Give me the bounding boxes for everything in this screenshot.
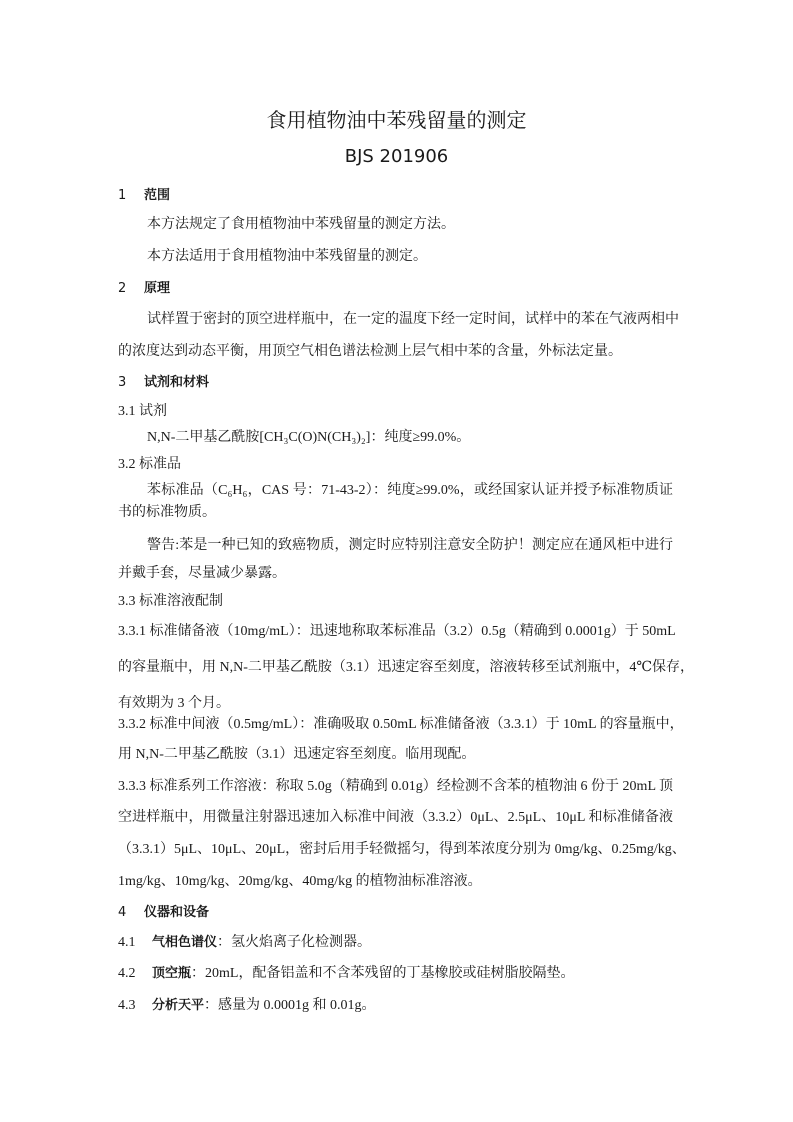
paragraph-line: 试样置于密封的顶空进样瓶中，在一定的温度下经一定时间，试样中的苯在气液两相中: [147, 312, 679, 327]
warning-line: 并戴手套，尽量减少暴露。: [118, 566, 286, 581]
section-number: 4: [118, 905, 127, 920]
section-title: 仪器和设备: [144, 905, 210, 920]
equipment-item: [118, 965, 574, 983]
document-title: 食用植物油中苯残留量的测定: [266, 108, 527, 132]
paragraph-line: 空进样瓶中，用微量注射器迅速加入标准中间液（3.3.2）0μL、2.5μL、10μL 和标准储备液: [118, 810, 673, 825]
paragraph: 本方法规定了食用植物油中苯残留量的测定方法。: [147, 217, 455, 232]
item-text: ：氢火焰离子化检测器。: [217, 935, 372, 950]
paragraph-line: 3.3.3 标准系列工作溶液：称取 5.0g（精确到 0.01g）经检测不含苯的植物油 6 份于 20mL 顶: [118, 779, 673, 794]
section-1-heading: [118, 187, 170, 205]
section-2-heading: [118, 280, 170, 298]
paragraph-line: 的浓度达到动态平衡，用顶空气相色谱法检测上层气相中苯的含量，外标法定量。: [118, 344, 622, 359]
section-number: 3: [118, 375, 127, 390]
subsection-3-1-heading: 3.1 试剂: [118, 404, 167, 419]
equipment-item: [118, 997, 376, 1015]
paragraph-line: 3.3.2 标准中间液（0.5mg/mL）：准确吸取 0.50mL 标准储备液（3.3.1）于 10mL 的容量瓶中，: [118, 717, 684, 732]
section-number: 2: [118, 281, 127, 296]
section-title: 范围: [144, 188, 171, 203]
subsection-3-2-heading: 3.2 标准品: [118, 457, 181, 472]
warning-line: 警告:苯是一种已知的致癌物质，测定时应特别注意安全防护！测定应在通风柜中进行: [147, 538, 673, 553]
section-title: 试剂和材料: [144, 375, 210, 390]
paragraph-line: 3.3.1 标准储备液（10mg/mL）：迅速地称取苯标准品（3.2）0.5g（精确到 0.0001g）于 50mL: [118, 624, 676, 639]
item-text: ：20mL，配备铝盖和不含苯残留的丁基橡胶或硅树脂胶隔垫。: [191, 966, 575, 981]
subsection-3-3-heading: 3.3 标准溶液配制: [118, 594, 223, 609]
item-number: 4.1: [118, 935, 136, 950]
item-label: 顶空瓶: [152, 966, 192, 981]
item-label: 气相色谱仪: [152, 935, 218, 950]
paragraph-line: 1mg/kg、10mg/kg、20mg/kg、40mg/kg 的植物油标准溶液。: [118, 874, 482, 889]
equipment-item: [118, 934, 371, 952]
paragraph: N,N-二甲基乙酰胺[CH₃C(O)N(CH₃)₂]：纯度≥99.0%。: [147, 430, 471, 445]
document-code: BJS 201906: [344, 146, 449, 167]
item-number: 4.2: [118, 966, 136, 981]
section-4-heading: [118, 904, 209, 922]
item-number: 4.3: [118, 998, 136, 1013]
paragraph: 本方法适用于食用植物油中苯残留量的测定。: [147, 249, 427, 264]
section-number: 1: [118, 188, 127, 203]
section-3-heading: [118, 374, 209, 392]
paragraph-line: （3.3.1）5μL、10μL、20μL，密封后用手轻微摇匀，得到苯浓度分别为 0mg/kg、0.25mg/kg、: [118, 842, 686, 857]
paragraph-line: 的容量瓶中，用 N,N-二甲基乙酰胺（3.1）迅速定容至刻度，溶液转移至试剂瓶中，4℃保存，: [118, 660, 695, 675]
paragraph-line: 苯标准品（C₆H₆，CAS 号：71-43-2）：纯度≥99.0%，或经国家认证并授予标准物质证: [147, 483, 673, 498]
section-title: 原理: [144, 281, 171, 296]
paragraph-line: 有效期为 3 个月。: [118, 696, 230, 711]
paragraph-line: 书的标准物质。: [118, 505, 216, 520]
item-text: ：感量为 0.0001g 和 0.01g。: [204, 998, 376, 1013]
item-label: 分析天平: [152, 998, 205, 1013]
paragraph-line: 用 N,N-二甲基乙酰胺（3.1）迅速定容至刻度。临用现配。: [118, 747, 476, 762]
